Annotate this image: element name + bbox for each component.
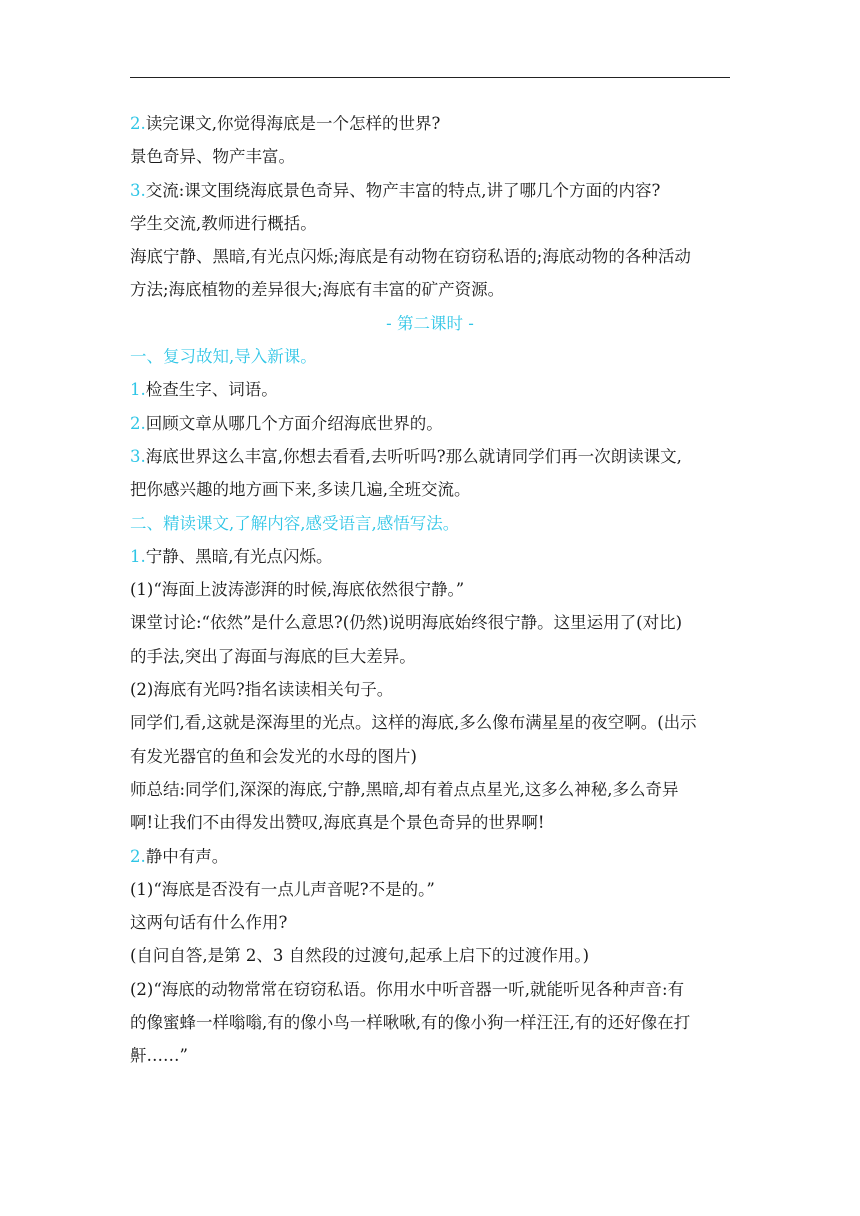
line-text: 有发光器官的鱼和会发光的水母的图片) xyxy=(130,746,417,766)
line-text: (2)“海底的动物常常在窃窃私语。你用水中听音器一听,就能听见各种声音:有 xyxy=(130,979,685,999)
text-line xyxy=(130,939,730,972)
text-line xyxy=(130,140,730,173)
item-number: 1. xyxy=(130,546,146,566)
line-text: 宁静、黑暗,有光点闪烁。 xyxy=(145,546,333,566)
document-body xyxy=(130,107,730,1073)
lesson-heading-text: - 第二课时 - xyxy=(386,313,474,333)
item-number: 2. xyxy=(130,114,146,133)
text-line xyxy=(130,706,730,739)
line-text: 这两句话有什么作用? xyxy=(130,913,288,933)
item-number: 3. xyxy=(130,180,146,200)
section-heading-text: 二、精读课文,了解内容,感受语言,感悟写法。 xyxy=(130,513,460,533)
text-line xyxy=(130,174,730,207)
text-line xyxy=(130,1039,730,1072)
text-line xyxy=(130,407,730,440)
text-line xyxy=(130,673,730,706)
lesson-heading xyxy=(130,307,730,340)
line-text: (1)“海底是否没有一点儿声音呢?不是的。” xyxy=(130,879,435,899)
text-line xyxy=(130,806,730,839)
text-line xyxy=(130,1006,730,1039)
item-number: 1. xyxy=(130,380,146,400)
line-text: 海底世界这么丰富,你想去看看,去听听吗?那么就请同学们再一次朗读课文, xyxy=(145,446,682,466)
line-text: 学生交流,教师进行概括。 xyxy=(130,213,317,233)
text-line xyxy=(130,840,730,873)
text-line xyxy=(130,973,730,1006)
line-text: 景色奇异、物产丰富。 xyxy=(130,147,295,167)
section-heading xyxy=(130,340,730,373)
line-text: (1)“海面上波涛澎湃的时候,海底依然很宁静。” xyxy=(130,580,465,600)
text-line xyxy=(130,740,730,773)
line-text: 鼾……” xyxy=(130,1046,188,1066)
text-line xyxy=(130,207,730,240)
section-heading-text: 一、复习故知,导入新课。 xyxy=(130,347,317,367)
text-line xyxy=(130,473,730,506)
line-text: 的手法,突出了海面与海底的巨大差异。 xyxy=(130,646,416,666)
line-text: 把你感兴趣的地方画下来,多读几遍,全班交流。 xyxy=(130,480,471,500)
line-text: 交流:课文围绕海底景色奇异、物产丰富的特点,讲了哪几个方面的内容? xyxy=(145,180,661,200)
text-line xyxy=(130,873,730,906)
text-line xyxy=(130,273,730,306)
text-line xyxy=(130,107,730,140)
line-text: (自问自答,是第 2、3 自然段的过渡句,起承上启下的过渡作用。) xyxy=(130,946,590,966)
section-heading xyxy=(130,507,730,540)
text-line xyxy=(130,373,730,406)
text-line xyxy=(130,640,730,673)
top-rule xyxy=(130,77,730,78)
text-line xyxy=(130,773,730,806)
line-text: 读完课文,你觉得海底是一个怎样的世界? xyxy=(145,114,441,133)
line-text: (2)海底有光吗?指名读读相关句子。 xyxy=(130,680,394,700)
item-number: 2. xyxy=(130,846,146,866)
text-line xyxy=(130,540,730,573)
line-text: 回顾文章从哪几个方面介绍海底世界的。 xyxy=(145,413,443,433)
item-number: 3. xyxy=(130,446,146,466)
text-line xyxy=(130,440,730,473)
line-text: 同学们,看,这就是深海里的光点。这样的海底,多么像布满星星的夜空啊。(出示 xyxy=(130,713,697,733)
text-line xyxy=(130,606,730,639)
text-line xyxy=(130,906,730,939)
line-text: 方法;海底植物的差异很大;海底有丰富的矿产资源。 xyxy=(130,280,505,300)
line-text: 师总结:同学们,深深的海底,宁静,黑暗,却有着点点星光,这多么神秘,多么奇异 xyxy=(130,779,679,799)
item-number: 2. xyxy=(130,413,146,433)
line-text: 课堂讨论:“依然”是什么意思?(仍然)说明海底始终很宁静。这里运用了(对比) xyxy=(130,613,683,633)
line-text: 的像蜜蜂一样嗡嗡,有的像小鸟一样啾啾,有的像小狗一样汪汪,有的还好像在打 xyxy=(130,1013,691,1033)
line-text: 啊!让我们不由得发出赞叹,海底真是个景色奇异的世界啊! xyxy=(130,813,545,833)
line-text: 检查生字、词语。 xyxy=(145,380,278,400)
line-text: 静中有声。 xyxy=(145,846,229,866)
line-text: 海底宁静、黑暗,有光点闪烁;海底是有动物在窃窃私语的;海底动物的各种活动 xyxy=(130,247,691,267)
text-line xyxy=(130,240,730,273)
text-line xyxy=(130,573,730,606)
